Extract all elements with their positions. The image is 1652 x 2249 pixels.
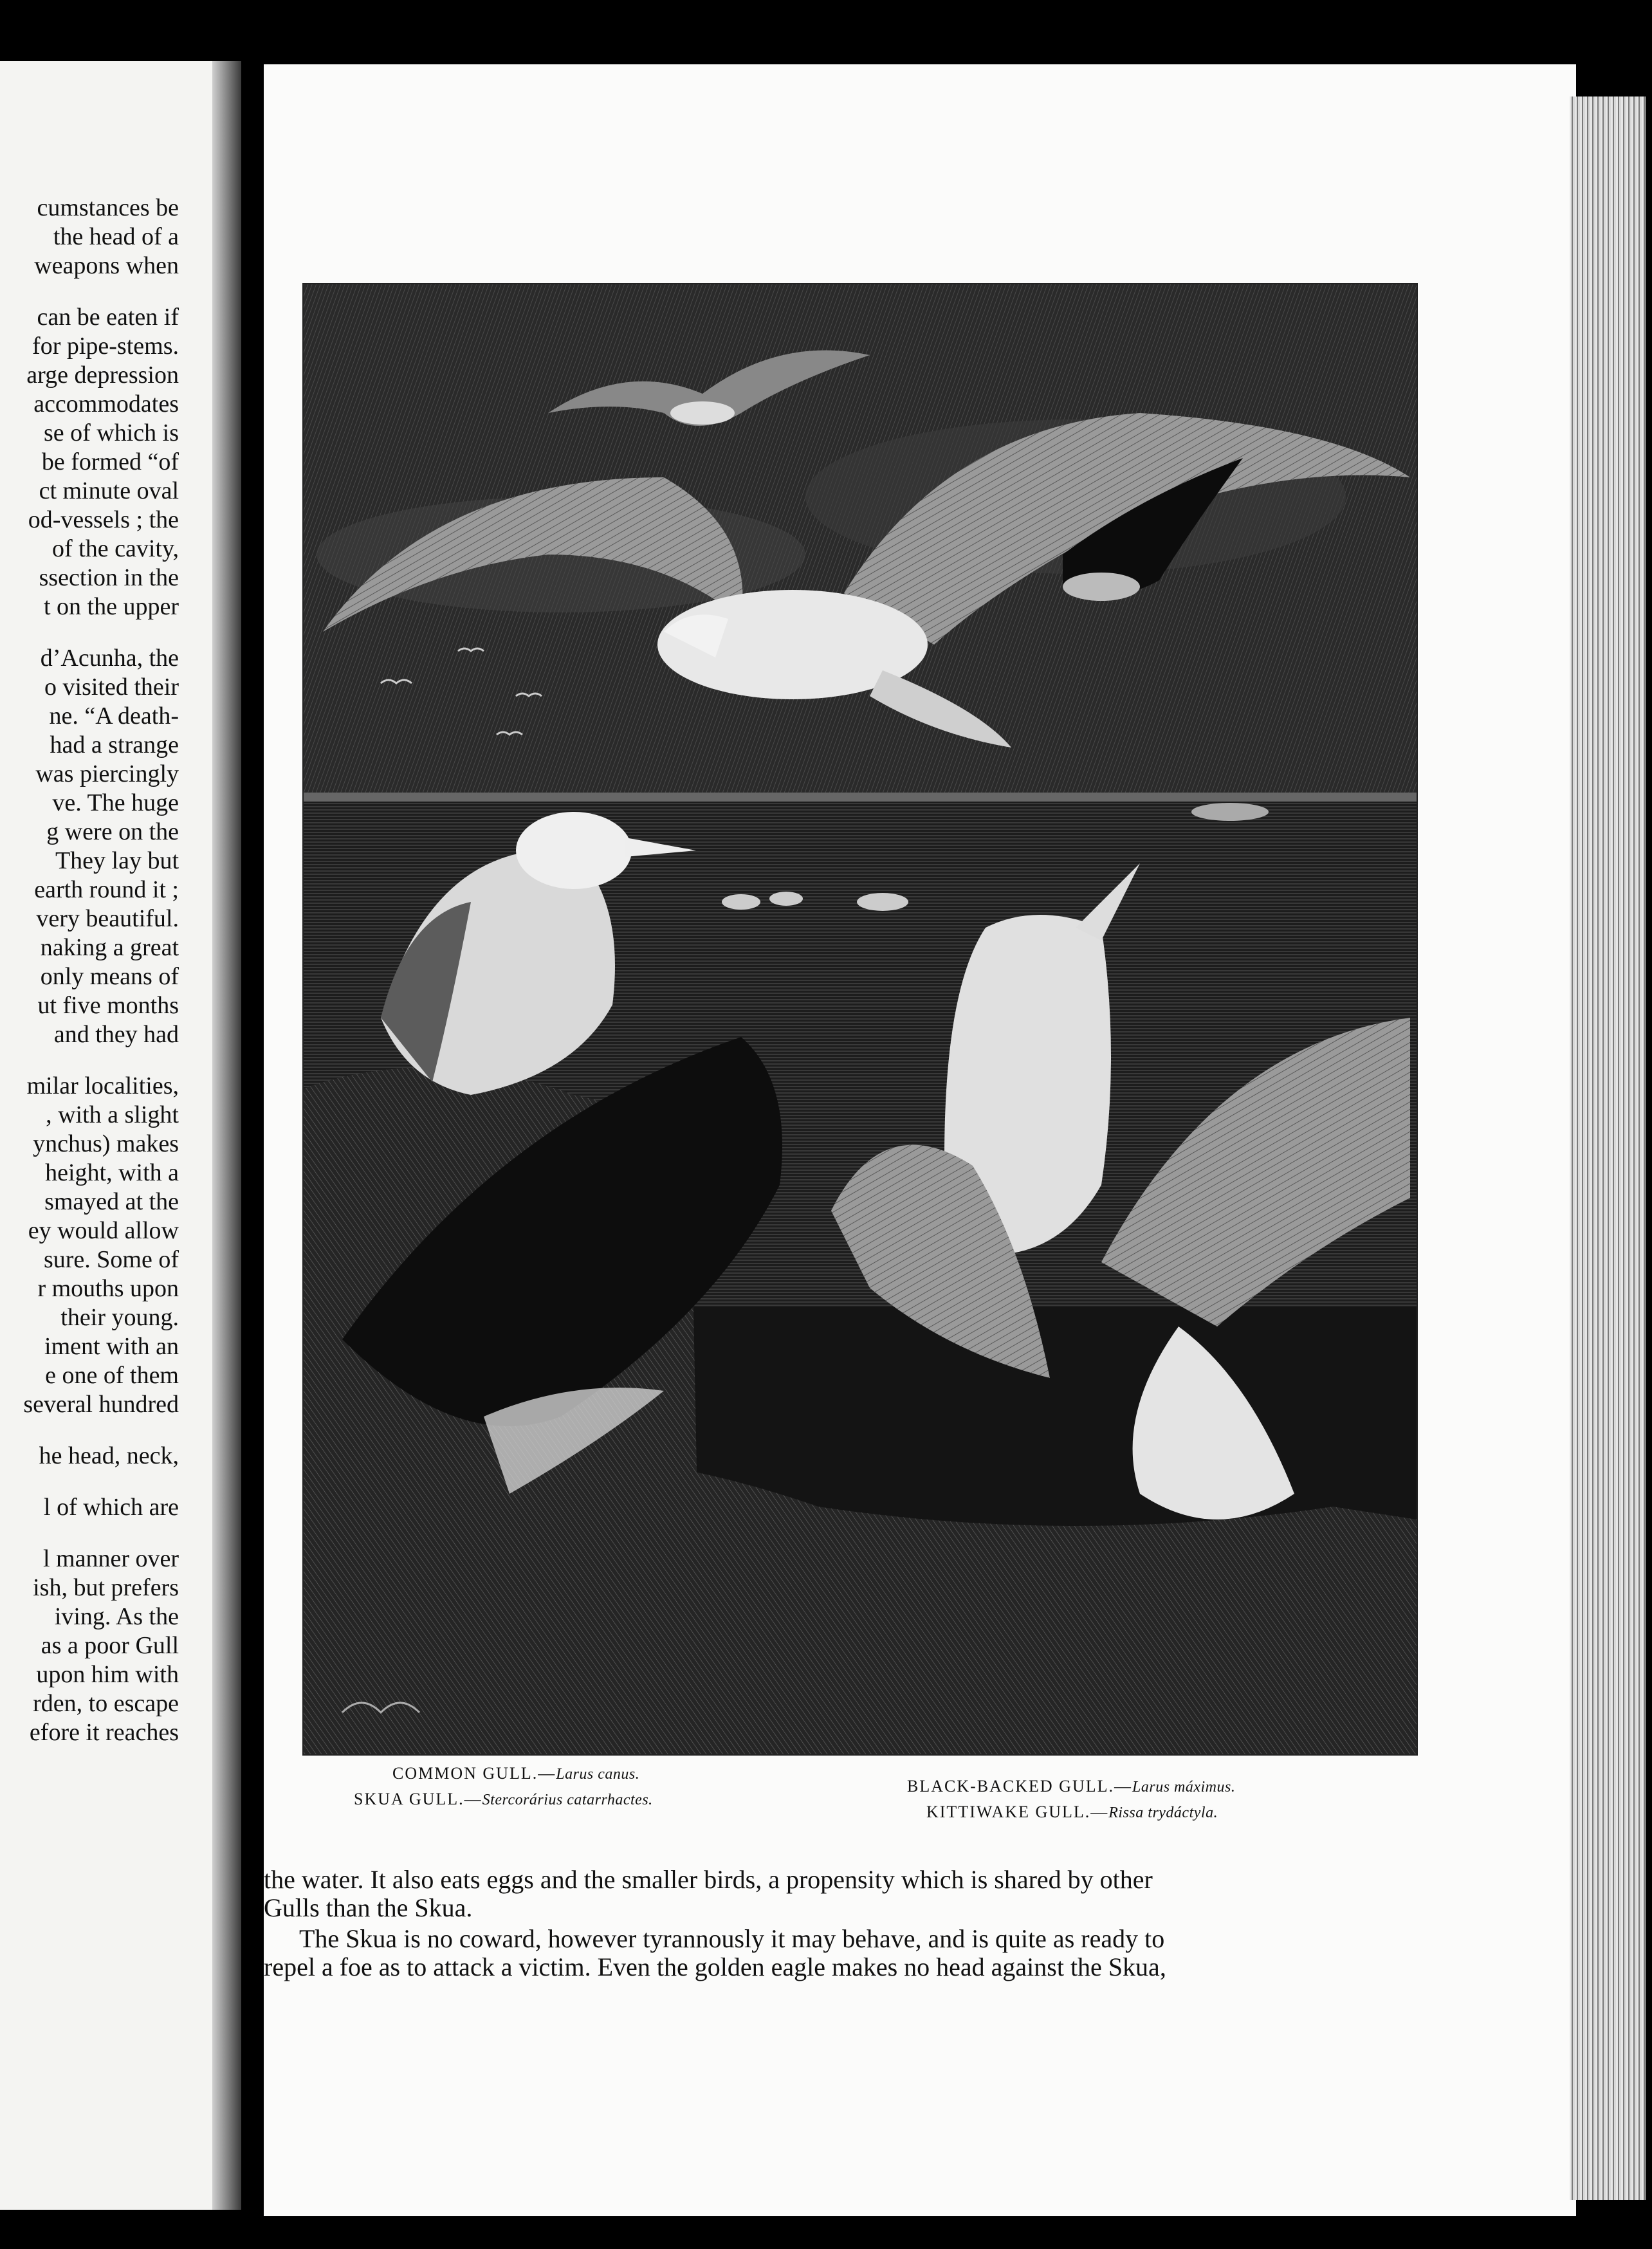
- left-page-line: ynchus) makes: [33, 1130, 179, 1157]
- gull-engraving-illustration: [302, 283, 1418, 1756]
- left-page-line: t on the upper: [43, 593, 179, 620]
- left-page-line: sure. Some of: [43, 1246, 179, 1273]
- left-page-line: and they had: [53, 1021, 179, 1048]
- left-page-line: ssection in the: [39, 564, 179, 591]
- left-page-line: he head, neck,: [39, 1442, 179, 1469]
- left-page-line: se of which is: [43, 419, 179, 446]
- left-page-line: They lay but: [55, 847, 179, 874]
- left-page-line: their young.: [60, 1304, 179, 1331]
- left-page-line: g were on the: [46, 818, 179, 845]
- left-page-line: iving. As the: [54, 1603, 179, 1630]
- left-page-line: of the cavity,: [52, 535, 179, 562]
- right-page: [264, 64, 1576, 2216]
- left-page-line: l manner over: [42, 1545, 179, 1572]
- engraving-drawing: [304, 284, 1417, 1754]
- left-page-line: l of which are: [44, 1494, 179, 1521]
- caption-skua-gull: SKUA GULL.—Stercorárius catarrhactes.: [354, 1790, 653, 1808]
- left-page-line: as a poor Gull: [41, 1632, 179, 1659]
- left-page-line: iment with an: [44, 1333, 179, 1360]
- left-page-line: ish, but prefers: [33, 1574, 179, 1601]
- left-page-line: naking a great: [40, 934, 179, 961]
- left-page-line: ne. “A death-: [49, 702, 179, 730]
- left-page-line: o visited their: [44, 674, 179, 701]
- page-edges: [1570, 96, 1646, 2200]
- left-page-line: weapons when: [34, 252, 179, 279]
- left-page-line: arge depression: [26, 362, 179, 389]
- left-page-line: ey would allow: [28, 1217, 179, 1244]
- left-page-line: rden, to escape: [33, 1690, 179, 1717]
- left-page-line: , with a slight: [46, 1101, 179, 1128]
- left-page-line: ct minute oval: [39, 477, 179, 504]
- left-page-line: upon him with: [36, 1661, 179, 1688]
- left-page-line: very beautiful.: [36, 905, 179, 932]
- caption-common-gull: COMMON GULL.—Larus canus.: [392, 1764, 640, 1783]
- left-page-line: for pipe-stems.: [32, 333, 179, 360]
- left-page-line: only means of: [40, 963, 179, 990]
- body-line: The Skua is no coward, however tyrannously it may behave, and is quite as ready to: [299, 1924, 1165, 1953]
- left-page-line: smayed at the: [44, 1188, 179, 1215]
- left-page-line: milar localities,: [26, 1072, 179, 1099]
- book-gutter: [212, 61, 241, 2210]
- left-page-line: efore it reaches: [29, 1719, 179, 1746]
- left-page-line: ut five months: [37, 992, 179, 1019]
- caption-black-backed-gull: BLACK-BACKED GULL.—Larus máximus.: [907, 1777, 1236, 1795]
- left-page-line: can be eaten if: [37, 304, 179, 331]
- left-page: [0, 61, 212, 2210]
- left-page-line: accommodates: [33, 390, 179, 418]
- left-page-line: e one of them: [45, 1362, 179, 1389]
- body-line: repel a foe as to attack a victim. Even the golden eagle makes no head against the Skua,: [264, 1952, 1166, 1981]
- left-page-line: earth round it ;: [34, 876, 179, 903]
- left-page-line: the head of a: [53, 223, 179, 250]
- left-page-line: d’Acunha, the: [40, 645, 179, 672]
- left-page-line: r mouths upon: [37, 1275, 179, 1302]
- left-page-line: height, with a: [45, 1159, 179, 1186]
- body-line: Gulls than the Skua.: [264, 1893, 473, 1922]
- left-page-line: ve. The huge: [52, 789, 179, 816]
- left-page-line: be formed “of: [41, 448, 179, 475]
- caption-kittiwake-gull: KITTIWAKE GULL.—Rissa trydáctyla.: [926, 1803, 1218, 1821]
- body-line: the water. It also eats eggs and the smaller birds, a propensity which is shared by other: [264, 1865, 1153, 1894]
- left-page-line: several hundred: [23, 1391, 179, 1418]
- left-page-line: had a strange: [50, 731, 179, 758]
- left-page-line: od-vessels ; the: [28, 506, 179, 533]
- left-page-line: cumstances be: [37, 194, 179, 221]
- left-page-line: was piercingly: [35, 760, 179, 787]
